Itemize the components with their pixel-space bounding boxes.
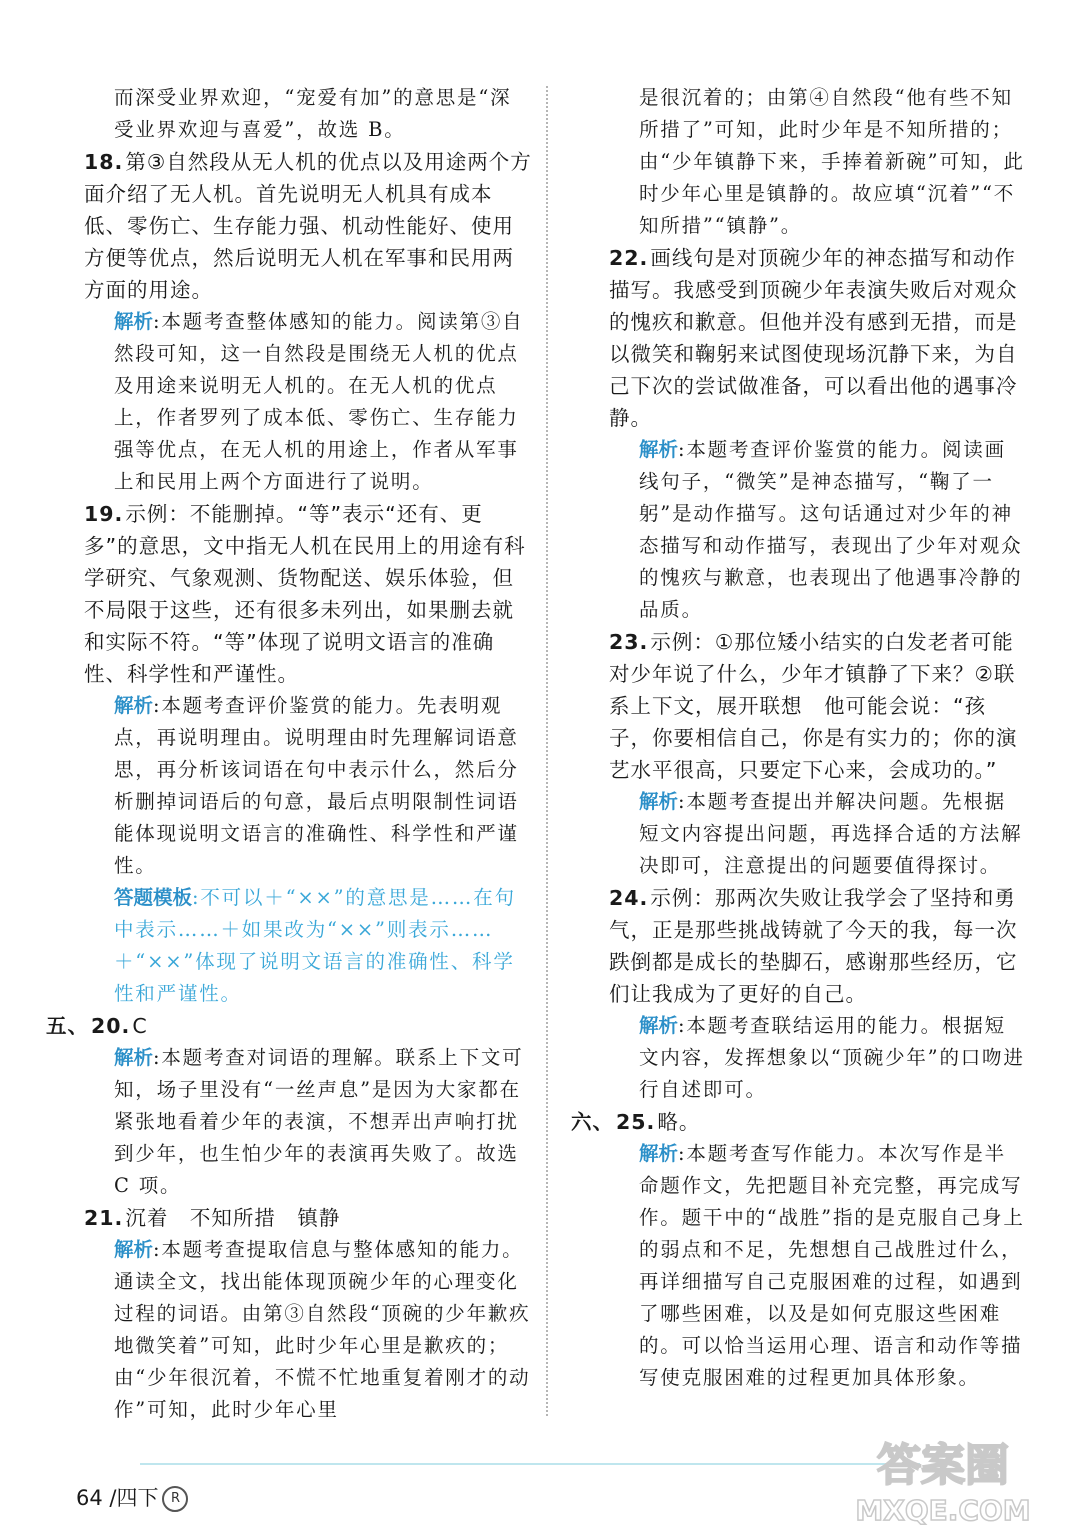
analysis-tag: 解析	[639, 438, 679, 461]
q24-answer-text: 示例：那两次失败让我学会了坚持和勇气，正是那些挑战铸就了今天的我，每一次跌倒都是成长的垫脚石，感谢那些经历，它们让我成为了更好的自己。	[609, 886, 1018, 1006]
q21-explanation	[84, 1234, 532, 1426]
q24-explanation-text: :本题考查联结运用的能力。根据短文内容，发挥想象以“顶碗少年”的口吻进行自述即可。	[639, 1014, 1025, 1101]
q23-answer	[609, 626, 1025, 786]
analysis-tag: 解析	[639, 1142, 679, 1165]
edition-badge-icon: R	[162, 1486, 188, 1512]
analysis-tag: 解析	[114, 694, 154, 717]
q23-answer-text: 示例：①那位矮小结实的白发老者可能对少年说了什么，少年才镇静了下来？②联系上下文，展开联想 他可能会说：“孩子，你要相信自己，你是有实力的；你的演艺水平很高，只要定下心来，会成功的。”	[609, 630, 1018, 782]
analysis-tag: 解析	[114, 1238, 154, 1261]
q18-explanation-text: :本题考查整体感知的能力。阅读第③自然段可知，这一自然段是围绕无人机的优点及用途来说明无人机的。在无人机的优点上，作者罗列了成本低、零伤亡、生存能力强等优点，在无人机的用途上，作者从军事上和民用上两个方面进行了说明。	[114, 310, 524, 493]
q22-explanation-text: :本题考查评价鉴赏的能力。阅读画线句子，“微笑”是神态描写，“鞠了一躬”是动作描写。这句话通过对少年的神态描写和动作描写，表现出了少年对观众的愧疚与歉意，也表现出了他遇事冷静的品质。	[639, 438, 1023, 621]
q20-number: 20.	[91, 1014, 131, 1038]
q21-continuation: 是很沉着的；由第④自然段“他有些不知所措了”可知，此时少年是不知所措的；由“少年镇静下来，手捧着新碗”可知，此时少年心里是镇静的。故应填“沉着”“不知所措”“镇静”。	[639, 86, 1025, 237]
q25-explanation	[609, 1138, 1025, 1394]
q19-number: 19.	[84, 502, 124, 526]
left-column	[46, 82, 532, 1426]
section-six-label: 六、	[571, 1110, 614, 1134]
analysis-tag: 解析	[639, 790, 679, 813]
q22-explanation	[609, 434, 1025, 626]
answer-template	[84, 882, 532, 1010]
q24-answer	[609, 882, 1025, 1010]
q19-explanation	[84, 690, 532, 882]
watermark-line1: 答案圈	[877, 1440, 1009, 1491]
q24-number: 24.	[609, 886, 649, 910]
answer-template-text: :不可以＋“××”的意思是……在句中表示……＋如果改为“××”则表示……＋“××”体现了说明文语言的准确性、科学性和严谨性。	[114, 886, 516, 1005]
q25-explanation-text: :本题考查写作能力。本次写作是半命题作文，先把题目补充完整，再完成写作。题干中的“战胜”指的是克服自己身上的弱点和不足，先想想自己战胜过什么，再详细描写自己克服困难的过程，如遇到了哪些困难，以及是如何克服这些困难的。可以恰当运用心理、语言和动作等描写使克服困难的过程更加具体形象。	[639, 1142, 1025, 1389]
q25-answer-text: 略。	[657, 1110, 701, 1134]
watermark-logo	[838, 1428, 1048, 1528]
q21-explanation-text: :本题考查提取信息与整体感知的能力。通读全文，找出能体现顶碗少年的心理变化过程的词语。由第③自然段“顶碗的少年歉疚地微笑着”可知，此时少年心里是歉疚的；由“少年很沉着，不慌不忙地重复着刚才的动作”可知，此时少年心里	[114, 1238, 531, 1421]
section-five-label: 五、	[46, 1014, 89, 1038]
q18-number: 18.	[84, 150, 124, 174]
q18-explanation	[84, 306, 532, 498]
q19-answer-text: 示例：不能删掉。“等”表示“还有、更多”的意思，文中指无人机在民用上的用途有科学研究、气象观测、货物配送、娱乐体验，但不局限于这些，还有很多未列出，如果删去就和实际不符。“等”体现了说明文语言的准确性、科学性和严谨性。	[84, 502, 526, 686]
q20-answer-text: C	[132, 1014, 148, 1038]
q21-answer	[84, 1202, 532, 1234]
q25-number: 25.	[616, 1110, 656, 1134]
analysis-tag: 解析	[639, 1014, 679, 1037]
analysis-tag: 解析	[114, 310, 154, 333]
q17-continuation: 而深受业界欢迎，“宠爱有加”的意思是“深受业界欢迎与喜爱”，故选 B。	[114, 86, 512, 141]
q22-answer-text: 画线句是对顶碗少年的神态描写和动作描写。我感受到顶碗少年表演失败后对观众的愧疚和歉意。但他并没有感到无措，而是以微笑和鞠躬来试图使现场沉静下来，为自己下次的尝试做准备，可以看出他的遇事冷静。	[609, 246, 1018, 430]
q21-answer-text: 沉着 不知所措 镇静	[125, 1206, 341, 1230]
q23-explanation-text: :本题考查提出并解决问题。先根据短文内容提出问题，再选择合适的方法解决即可，注意提出的问题要值得探讨。	[639, 790, 1023, 877]
q23-explanation	[609, 786, 1025, 882]
template-tag: 答题模板	[114, 886, 193, 909]
right-column	[571, 82, 1025, 1394]
q24-explanation	[609, 1010, 1025, 1106]
q20-answer	[46, 1010, 532, 1042]
q22-answer	[609, 242, 1025, 434]
q22-number: 22.	[609, 246, 649, 270]
page-number	[76, 1482, 188, 1512]
footer-rule	[140, 1463, 920, 1465]
q25-answer	[571, 1106, 1025, 1138]
watermark-line2: MXQE.COM	[855, 1494, 1031, 1527]
q19-explanation-text: :本题考查评价鉴赏的能力。先表明观点，再说明理由。说明理由时先理解词语意思，再分析该词语在句中表示什么，然后分析删掉词语后的句意，最后点明限制性词语能体现说明文语言的准确性、科学性和严谨性。	[114, 694, 519, 877]
q18-answer	[84, 146, 532, 306]
q21-number: 21.	[84, 1206, 124, 1230]
q19-answer	[84, 498, 532, 690]
column-divider	[546, 86, 548, 1416]
q18-answer-text: 第③自然段从无人机的优点以及用途两个方面介绍了无人机。首先说明无人机具有成本低、零伤亡、生存能力强、机动性能好、使用方便等优点，然后说明无人机在军事和民用两方面的用途。	[84, 150, 532, 302]
analysis-tag: 解析	[114, 1046, 154, 1069]
q20-explanation-text: :本题考查对词语的理解。联系上下文可知，场子里没有“一丝声息”是因为大家都在紧张地看着少年的表演，不想弄出声响打扰到少年，也生怕少年的表演再失败了。故选 C 项。	[114, 1046, 524, 1197]
q23-number: 23.	[609, 630, 649, 654]
page-number-text: 64 /四下	[76, 1486, 159, 1510]
q20-explanation	[84, 1042, 532, 1202]
